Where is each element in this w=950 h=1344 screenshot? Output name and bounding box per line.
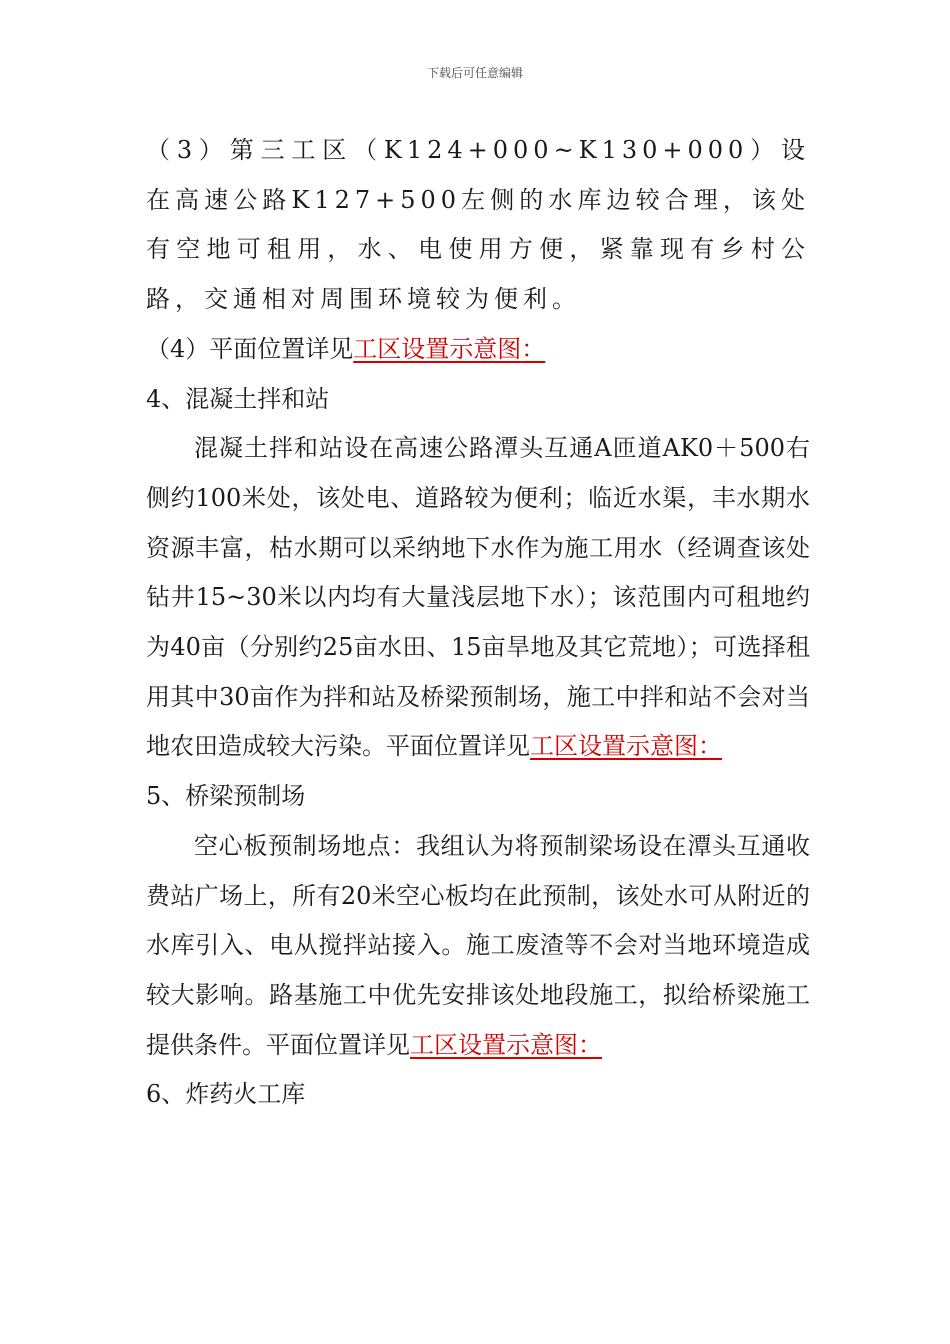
- heading-precast-yard: 5、桥梁预制场: [146, 782, 306, 811]
- link-colon: ：: [578, 1030, 602, 1059]
- paragraph-precast-yard: [146, 822, 810, 1071]
- link-colon: ：: [698, 732, 722, 761]
- heading-explosives-depot: 6、炸药火工库: [146, 1080, 306, 1109]
- link-colon: ：: [521, 334, 546, 363]
- document-body: [146, 126, 810, 1120]
- mixing-station-text: 混凝土拌和站设在高速公路潭头互通A匝道AK0＋500右侧约100米处，该处电、道路较为便利；临近水渠，丰水期水资源丰富，枯水期可以采纳地下水作为施工用水（经调查该处钻井15~30米以内均有大量浅层地下水）；该范围内可租地约为40亩（分别约25亩水田、15亩旱地及其它荒地）；可选择租用其中30亩作为拌和站及桥梁预制场，施工中拌和站不会对当地农田造成较大污染。平面位置详见: [146, 434, 810, 761]
- work-area-diagram-link[interactable]: 工区设置示意图: [530, 732, 698, 761]
- paragraph-location-note: [146, 325, 810, 375]
- paragraph-mixing-station: [146, 424, 810, 772]
- work-area-diagram-link[interactable]: 工区设置示意图: [410, 1030, 578, 1059]
- heading-mixing-station: 4、混凝土拌和站: [146, 384, 330, 413]
- precast-yard-text: 空心板预制场地点：我组认为将预制梁场设在潭头互通收费站广场上，所有20米空心板均在此预制，该处水可从附近的水库引入、电从搅拌站接入。施工废渣等不会对当地环境造成较大影响。路基施工中优先安排该处地段施工，拟给桥梁施工提供条件。平面位置详见: [146, 831, 810, 1059]
- location-note-text: （4）平面位置详见: [146, 334, 354, 363]
- paragraph-work-area-3: （3）第三工区（K124+000~K130+000）设在高速公路K127+500左侧的水库边较合理，该处有空地可租用，水、电使用方便，紧靠现有乡村公路，交通相对周围环境较为便利。: [146, 136, 810, 314]
- work-area-diagram-link[interactable]: 工区设置示意图: [353, 334, 522, 363]
- page-header: 下载后可任意编辑: [426, 66, 523, 80]
